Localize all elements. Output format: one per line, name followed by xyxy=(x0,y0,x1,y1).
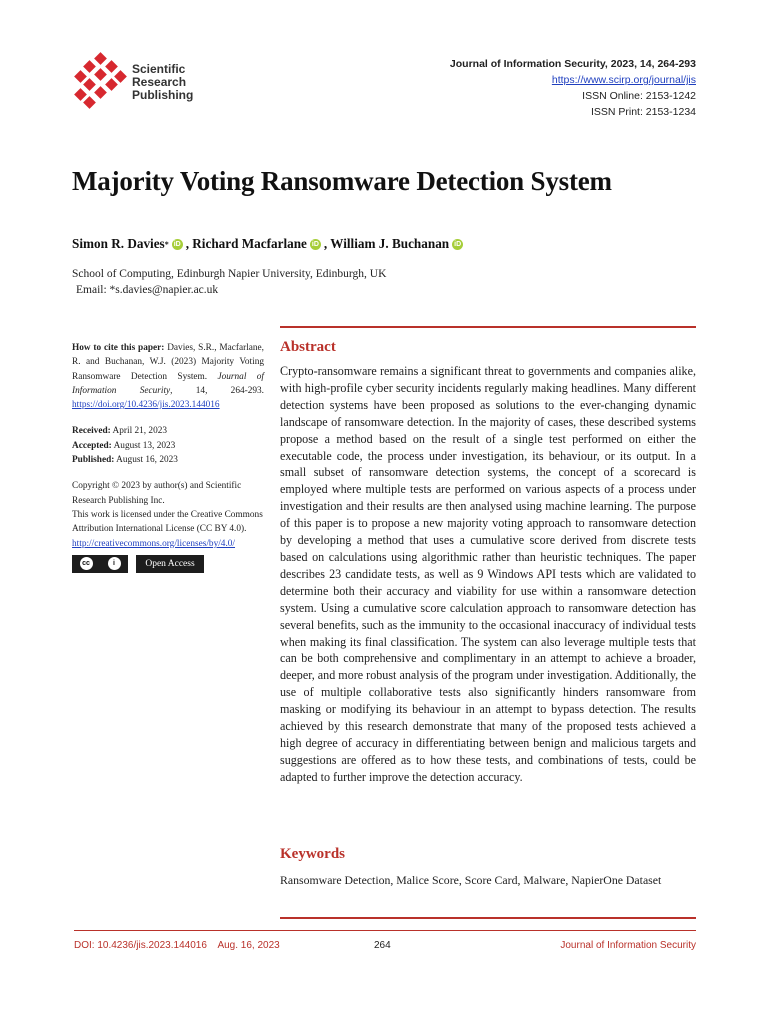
cite-text: Davies, S.R., Macfarlane, R. and Buchanan, W.J. (2023) Majority Voting Ransomware Detection System. xyxy=(72,343,265,382)
keywords-bottom-rule xyxy=(280,917,696,919)
publisher-line1: Scientific xyxy=(132,62,186,76)
publisher-line2: Research xyxy=(132,75,187,89)
orcid-icon[interactable]: iD xyxy=(173,240,181,248)
footer-doi: DOI: 10.4236/jis.2023.144016 Aug. 16, 2023 xyxy=(74,940,280,951)
abstract-heading: Abstract xyxy=(280,339,336,355)
corresponding-mark: * xyxy=(164,239,169,249)
page-number: 264 xyxy=(374,940,391,951)
author-buchanan: , William J. Buchanan xyxy=(323,236,450,251)
abstract-top-rule xyxy=(280,326,696,328)
journal-url-link[interactable]: https://www.scirp.org/journal/jis xyxy=(551,74,696,86)
cite-journal: Journal of Information Security xyxy=(72,371,265,396)
author-davies: Simon R. Davies xyxy=(72,236,165,251)
keywords-text: Ransomware Detection, Malice Score, Score Card, Malware, NapierOne Dataset xyxy=(280,873,662,887)
abstract-text: Crypto-ransomware remains a significant threat to governments and companies alike, with high-profile cyber security incidents regularly making headlines. Many different detection systems have been proposed as solutions to the ever-changing dynamic landscape of ransomware detection. In the majority of cases, these described systems propose a method based on the result of a single test performed on either the executable code, the process under investigation, its behaviour, or its output. In a small subset of ransomware detection systems, the concept of a scorecard is employed where multiple tests are performed on various aspects of a process under investigation and their results are then analysed using machine learning. The purpose of this paper is to propose a new majority voting approach to ransomware detection by developing a method that uses a cumulative score derived from discrete tests based on calculations using algorithmic rather than heuristic techniques. The paper describes 23 candidate tests, as well as 9 Windows API tests which are validated to determine both their accuracy and viability for use within a ransomware detection system. Using a cumulative score calculation approach to ransomware detection has several benefits, such as the immunity to the occasional inaccuracy of individual tests when making its final classification. The system can also leverage multiple tests that can be both comprehensive and complimentary in an attempt to achieve a broader, deeper, and more robust analysis of the program under investigation. Additionally, the use of multiple collaborative tests also significantly hinders ransomware from masking or modifying its behaviour in an attempt to bypass detection. The results achieved by this research demonstrate that many of the proposed tests achieved a high degree of accuracy in differentiating between benign and malicious targets and suggestions are offered as to how these tests, and combinations of tests, could be adapted to further improve the detection accuracy. xyxy=(280,364,696,784)
email: Email: *s.davies@napier.ac.uk xyxy=(76,284,219,296)
published-label: Published: xyxy=(72,455,115,466)
attribution-icon: i xyxy=(108,557,121,570)
cite-label: How to cite this paper: xyxy=(72,343,165,353)
journal-citation: Journal of Information Security, 2023, 14, 264-293 xyxy=(449,58,696,70)
license-notice: This work is licensed under the Creative Commons Attribution International License (CC BY 4.0). xyxy=(72,509,263,535)
citation-block xyxy=(72,341,264,412)
published-value: August 16, 2023 xyxy=(114,455,178,466)
scirp-diamond-logo-icon xyxy=(72,52,132,112)
issn-print: ISSN Print: 2153-1234 xyxy=(590,106,696,118)
affiliation: School of Computing, Edinburgh Napier University, Edinburgh, UK xyxy=(72,268,387,280)
author-macfarlane: , Richard Macfarlane xyxy=(185,236,307,251)
paper-title: Majority Voting Ransomware Detection System xyxy=(72,166,612,196)
publisher-line3: Publishing xyxy=(132,88,194,102)
author-list xyxy=(72,236,466,252)
accepted-date xyxy=(72,439,264,453)
keywords-heading: Keywords xyxy=(280,846,345,862)
accepted-label: Accepted: xyxy=(72,440,112,451)
cite-tail: , 14, 264-293. xyxy=(170,385,264,396)
footer-journal: Journal of Information Security xyxy=(560,940,696,951)
license-link[interactable]: http://creativecommons.org/licenses/by/4.0/ xyxy=(72,538,236,549)
orcid-icon[interactable]: iD xyxy=(454,240,462,248)
footer-rule xyxy=(74,930,696,931)
issn-online: ISSN Online: 2153-1242 xyxy=(582,90,696,102)
doi-link[interactable]: https://doi.org/10.4236/jis.2023.144016 xyxy=(72,400,220,411)
license-badges xyxy=(72,555,264,573)
received-value: April 21, 2023 xyxy=(110,426,168,437)
publisher-name xyxy=(132,63,193,102)
received-label: Received: xyxy=(72,426,111,437)
copyright-notice: Copyright © 2023 by author(s) and Scientific Research Publishing Inc. xyxy=(72,481,242,506)
cc-by-badge[interactable] xyxy=(72,555,128,573)
open-access-badge: Open Access xyxy=(136,555,204,573)
cc-icon: cc xyxy=(80,557,93,570)
publisher-logo xyxy=(72,52,202,112)
journal-header xyxy=(450,56,696,120)
published-date xyxy=(72,453,264,467)
accepted-value: August 13, 2023 xyxy=(111,440,176,451)
received-date xyxy=(72,424,264,438)
orcid-icon[interactable]: iD xyxy=(311,240,319,248)
article-info-sidebar xyxy=(72,341,264,573)
